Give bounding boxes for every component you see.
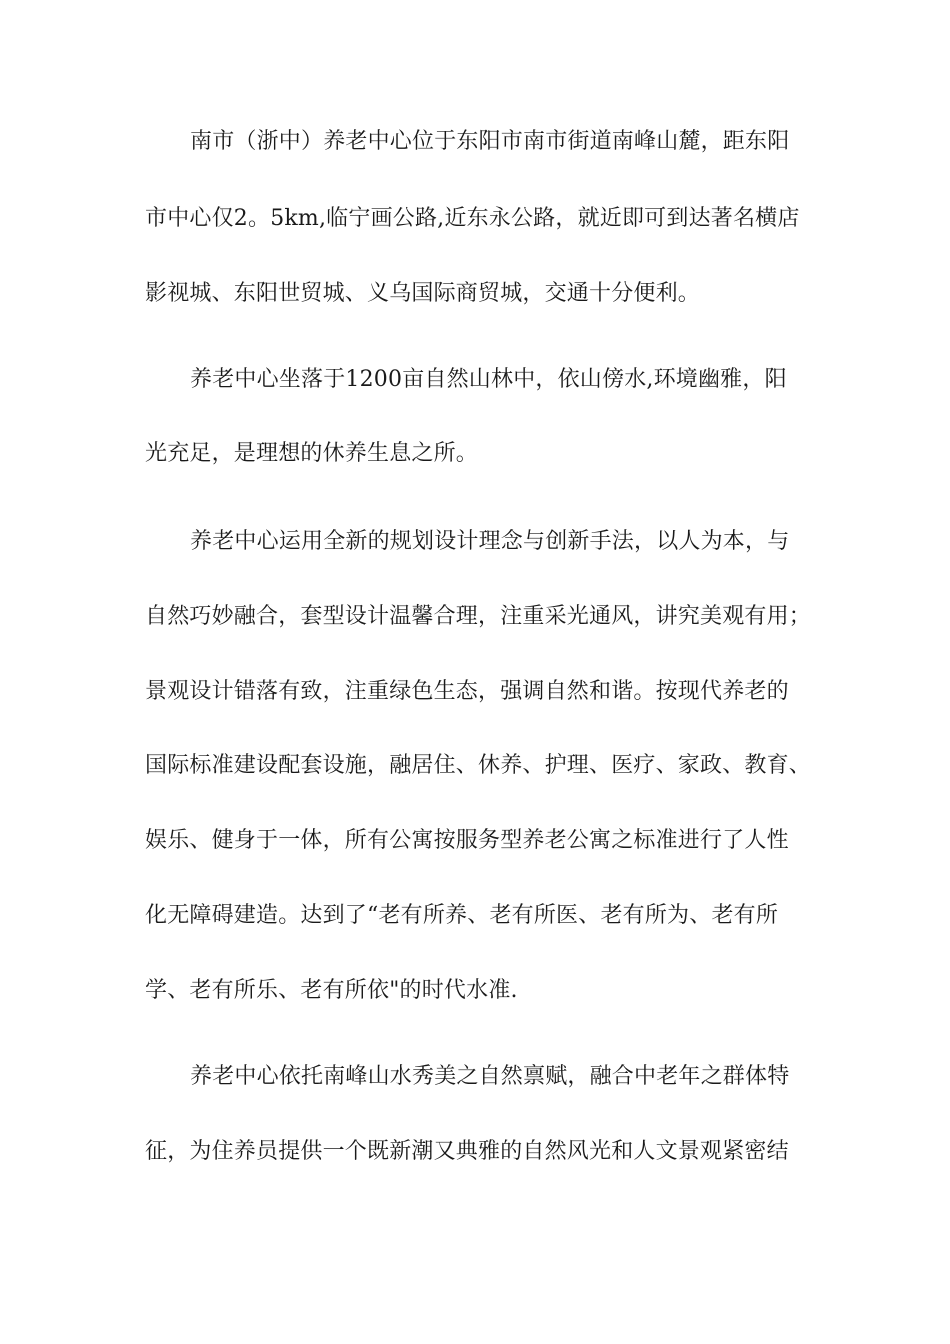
paragraph-3-line-3: 景观设计错落有致，注重绿色生态，强调自然和谐。按现代养老的: [145, 679, 789, 704]
paragraph-4-line-1: 养老中心依托南峰山水秀美之自然禀赋，融合中老年之群体特: [190, 1064, 790, 1089]
paragraph-1-line-1: 南市（浙中）养老中心位于东阳市南市街道南峰山麓，距东阳: [190, 129, 790, 154]
paragraph-1-line-3: 影视城、东阳世贸城、义乌国际商贸城，交通十分便利。: [145, 281, 701, 306]
paragraph-2-line-2: 光充足，是理想的休养生息之所。: [145, 441, 479, 466]
paragraph-3-line-6: 化无障碍建造。达到了“老有所养、老有所医、老有所为、老有所: [145, 903, 779, 928]
paragraph-2-line-1: 养老中心坐落于1200亩自然山林中，依山傍水,环境幽雅，阳: [190, 367, 787, 392]
paragraph-1-line-2: 市中心仅2。5km,临宁画公路,近东永公路，就近即可到达著名横店: [145, 206, 800, 231]
paragraph-3-line-5: 娱乐、健身于一体，所有公寓按服务型养老公寓之标准进行了人性: [145, 828, 789, 853]
paragraph-3-line-7: 学、老有所乐、老有所依"的时代水准.: [145, 978, 518, 1003]
paragraph-4-line-2: 征，为住养员提供一个既新潮又典雅的自然风光和人文景观紧密结: [145, 1139, 789, 1164]
paragraph-3-line-2: 自然巧妙融合，套型设计温馨合理，注重采光通风，讲究美观有用；: [145, 604, 812, 629]
paragraph-3-line-1: 养老中心运用全新的规划设计理念与创新手法，以人为本，与: [190, 529, 790, 554]
paragraph-3-line-4: 国际标准建设配套设施，融居住、休养、护理、医疗、家政、教育、: [145, 753, 812, 778]
